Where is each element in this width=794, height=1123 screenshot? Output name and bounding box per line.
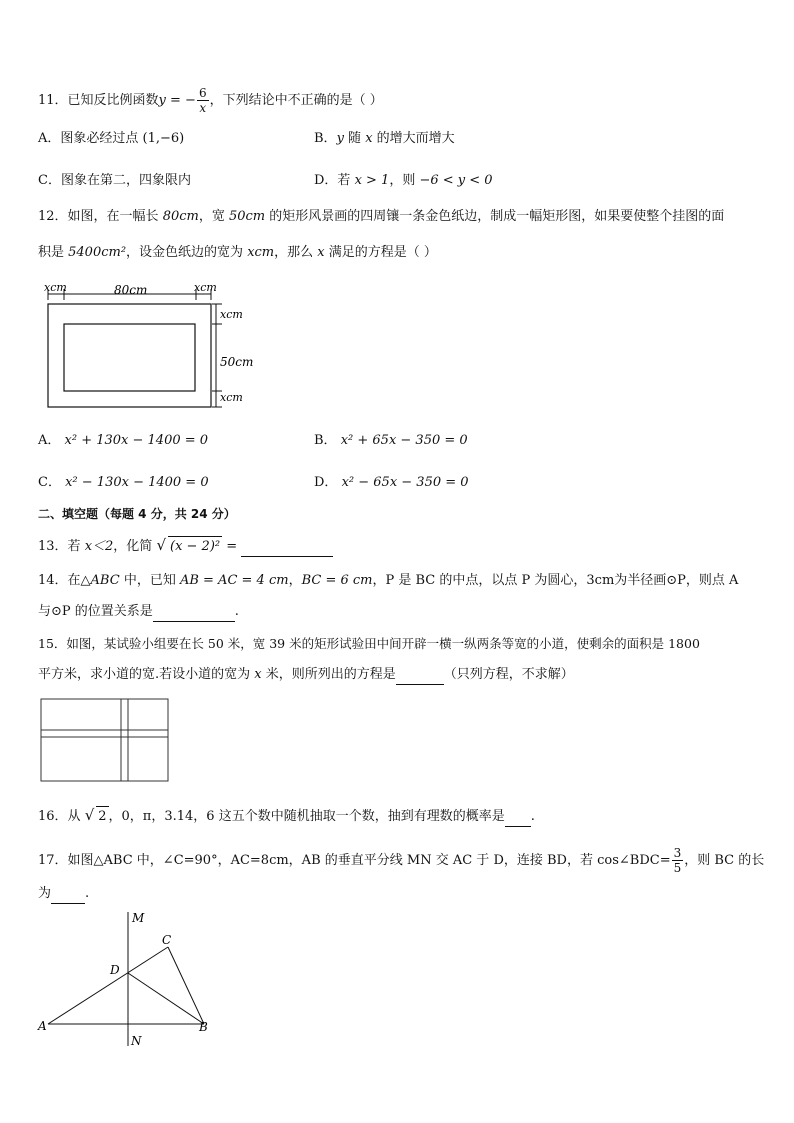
q11-opt-b-y: y — [336, 131, 344, 146]
q15-text-b: 米，则所列出的方程是 — [261, 667, 396, 682]
q12-label-xcm-rb: xcm — [220, 391, 243, 404]
q16-text-a: 16．从 — [38, 809, 85, 824]
q12-text-d: 积是 — [38, 245, 69, 260]
q14-text-c: ， — [288, 573, 302, 588]
q14-line2 — [38, 602, 239, 622]
q11-opt-d-cond: x > 1 — [354, 173, 390, 188]
q17-fraction — [672, 846, 684, 875]
q17-line1 — [38, 846, 764, 875]
q15-text-a: 平方米，求小道的宽.若设小道的宽为 — [38, 667, 255, 682]
q13-text-a: 13．若 — [38, 539, 85, 554]
q11-option-c: C．图象在第二，四象限内 — [38, 173, 191, 188]
q13-radicand: (x − 2)² — [168, 536, 222, 557]
q14-line1 — [38, 571, 738, 591]
q11-frac-num: 6 — [198, 86, 207, 100]
q11-stem — [38, 86, 383, 115]
q12-label-xcm-tl: xcm — [44, 281, 67, 294]
q16 — [38, 805, 535, 827]
q12-text-a: 12．如图，在一幅长 — [38, 209, 163, 224]
q11-opt-b-x: x — [365, 131, 373, 146]
q15-text-c: （只列方程，不求解） — [443, 667, 574, 682]
q16-sqrt-icon: √ — [84, 806, 95, 824]
q11-option-d — [314, 171, 493, 191]
q16-radicand: 2 — [96, 806, 108, 827]
q11-stem-tail: ，下列结论中不正确的是（ ） — [209, 93, 383, 108]
q11-opt-d-mid: ，则 — [389, 173, 420, 188]
q14-triangle: △ABC — [80, 573, 120, 588]
q12-opt-b-eq: x² + 65x − 350 = 0 — [340, 433, 468, 448]
q12-var: xcm — [247, 245, 275, 260]
q11-opt-b-mid: 随 — [343, 131, 366, 146]
q13-equals: = — [222, 539, 242, 554]
q17-line2 — [38, 884, 89, 904]
q14-text-d: ，P 是 BC 的中点，以点 P 为圆心，3cm为半径画⊙P，则点 A — [372, 573, 739, 588]
q11-opt-a-point: (1,−6) — [142, 131, 185, 146]
q16-text-c: . — [530, 809, 535, 824]
q12-text-f: ，那么 — [274, 245, 318, 260]
q14-text-a: 14．在 — [38, 573, 81, 588]
q17-label-d: D — [110, 963, 120, 977]
q14-eq1: AB = AC = 4 cm — [179, 573, 289, 588]
q12-var2: x — [317, 245, 325, 260]
q11-opt-b-label: B． — [314, 131, 337, 146]
q17-label-n: N — [131, 1034, 142, 1048]
q13-cond: x＜2 — [84, 539, 114, 554]
q12-option-c — [38, 473, 209, 493]
q11-opt-b-tail: 的增大而增大 — [372, 131, 455, 146]
q11-opt-a-label: A．图象必经过点 — [38, 131, 139, 146]
q17-answer-blank[interactable] — [51, 889, 85, 904]
q17-label-a: A — [38, 1019, 47, 1033]
q12-figure — [36, 280, 256, 412]
q17-label-m: M — [132, 911, 145, 925]
q14-text-f: . — [234, 604, 239, 619]
q11-opt-d-range: −6 < y < 0 — [419, 173, 493, 188]
q14-answer-blank[interactable] — [153, 607, 235, 622]
q14-text-e: 与⊙P 的位置关系是 — [38, 604, 153, 619]
q12-opt-b-label: B． — [314, 433, 337, 448]
q12-option-b — [314, 431, 468, 451]
q15-var: x — [254, 667, 262, 682]
q11-function: y = − — [158, 93, 196, 108]
q15-line2 — [38, 665, 574, 685]
q17-text-a: 17．如图△ABC 中，∠C=90°，AC=8cm，AB 的垂直平分线 MN 交 AC 于 D，连接 BD，若 cos∠BDC= — [38, 853, 671, 868]
q12-text-c: 的矩形风景画的四周镶一条金色纸边，制成一幅矩形图，如果要使整个挂图的面 — [265, 209, 725, 224]
q16-answer-blank[interactable] — [505, 812, 531, 827]
q13-answer-blank[interactable] — [241, 542, 333, 557]
q11-option-a — [38, 129, 184, 149]
q12-label-side: 50cm — [220, 355, 254, 369]
q12-opt-a-label: A． — [38, 433, 61, 448]
q14-text-b: 中，已知 — [119, 573, 180, 588]
q12-option-d — [314, 473, 469, 493]
q17-figure — [34, 908, 214, 1050]
q12-text-g: 满足的方程是（ ） — [324, 245, 437, 260]
q17-text-d: . — [85, 886, 90, 901]
q15-line1: 15．如图，某试验小组要在长 50 米，宽 39 米的矩形试验田中间开辟一横一纵两条等宽的小道，使剩余的面积是 1800 — [38, 636, 700, 651]
q17-side-ac — [48, 947, 168, 1024]
q13-text-b: ，化简 — [113, 539, 157, 554]
q17-text-c: 为 — [38, 886, 52, 901]
q15-figure — [38, 696, 178, 784]
section-2-heading: 二、填空题（每题 4 分，共 24 分） — [38, 507, 236, 521]
q12-area: 5400cm² — [68, 245, 127, 260]
q13-sqrt-icon: √ — [156, 536, 166, 554]
q12-label-xcm-rt: xcm — [220, 308, 243, 321]
q12-opt-a-eq: x² + 130x − 1400 = 0 — [64, 433, 209, 448]
q12-width: 50cm — [228, 209, 266, 224]
q11-opt-d-label: D．若 — [314, 173, 355, 188]
q11-stem-text: 11．已知反比例函数 — [38, 93, 159, 108]
q12-line1 — [38, 207, 724, 227]
q17-frac-num: 3 — [673, 846, 682, 860]
q12-text-b: ，宽 — [198, 209, 229, 224]
q17-frac-den: 5 — [673, 861, 682, 875]
q14-eq2: BC = 6 cm — [301, 573, 373, 588]
q12-length: 80cm — [162, 209, 199, 224]
q15-answer-blank[interactable] — [396, 670, 444, 685]
q17-text-b: ，则 BC 的长 — [684, 853, 765, 868]
q15-field-rect — [41, 699, 168, 781]
q12-label-xcm-tr: xcm — [194, 281, 217, 294]
q12-opt-c-eq: x² − 130x − 1400 = 0 — [65, 475, 209, 490]
q12-opt-d-eq: x² − 65x − 350 = 0 — [341, 475, 469, 490]
q11-fraction — [197, 86, 209, 115]
q11-option-b — [314, 129, 455, 149]
q17-label-c: C — [162, 933, 172, 947]
q12-opt-d-label: D． — [314, 475, 338, 490]
q12-line2 — [38, 243, 437, 263]
q13 — [38, 535, 333, 557]
q12-inner-rect — [64, 324, 195, 391]
q12-option-a — [38, 431, 208, 451]
q16-text-b: ，0，π，3.14，6 这五个数中随机抽取一个数，抽到有理数的概率是 — [108, 809, 505, 824]
q12-label-top: 80cm — [114, 283, 148, 297]
q11-frac-den: x — [199, 101, 207, 115]
q12-text-e: ，设金色纸边的宽为 — [126, 245, 248, 260]
q17-label-b: B — [199, 1020, 208, 1034]
q12-opt-c-label: C． — [38, 475, 61, 490]
